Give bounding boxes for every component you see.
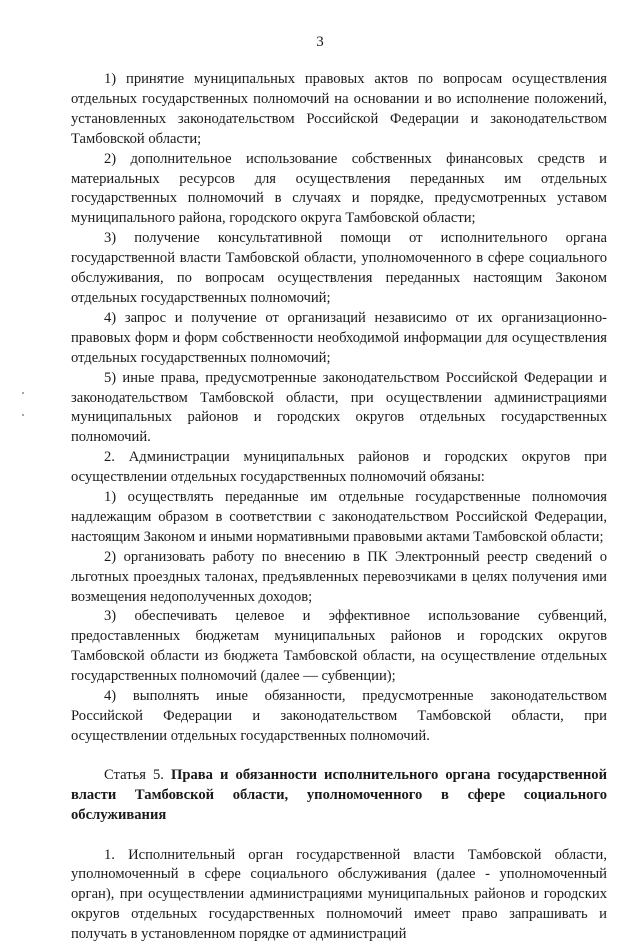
list-item-duty-4: 4) выполнять иные обязанности, предусмотренные законодательством Российской Федерации и законодательством Тамбовской области, при осуществлении отдельных государственных полномочий. xyxy=(71,688,607,744)
article-paragraph-1: 1. Исполнительный орган государственной власти Тамбовской области, уполномоченный в сфере социального обслуживания (далее - уполномоченный орган), при осуществлении администрациями муниципальных районов и городских округов отдельных государственных полномочий имеет право запрашивать и получать в установленном порядке от администраций xyxy=(71,846,607,943)
list-item-right-3: 3) получение консультативной помощи от исполнительного органа государственной власти Тамбовской области, уполномоченного в сфере социального обслуживания, по вопросам осуществления переданных настоящим Законом отдельных государственных полномочий; xyxy=(71,230,607,306)
section-2-intro: 2. Администрации муниципальных районов и городских округов при осуществлении отдельных государственных полномочий обязаны: xyxy=(71,449,607,486)
list-item-duty-1: 1) осуществлять переданные им отдельные государственные полномочия надлежащим образом в соответствии с законодательством Российской Федерации, настоящим Законом и иными нормативными правовыми актами Тамбовской области; xyxy=(71,489,607,545)
article-heading xyxy=(71,766,607,826)
list-item-duty-2: 2) организовать работу по внесению в ПК Электронный реестр сведений о льготных проездных талонах, предъявленных перевозчиками в целях получения ими возмещения недополученных доходов; xyxy=(71,548,607,605)
list-item-right-5: 5) иные права, предусмотренные законодательством Российской Федерации и законодательством Тамбовской области, при осуществлении администрациями муниципальных районов и городских округов отдельных государственных полномочий. xyxy=(71,369,607,446)
list-item-right-2: 2) дополнительное использование собственных финансовых средств и материальных ресурсов для осуществления переданных им отдельных государственных полномочий в случаях и порядке, предусмотренных уставом муниципального района, городского округа Тамбовской области; xyxy=(71,150,607,227)
article-title: Права и обязанности исполнительного органа государственной власти Тамбовской области, уполномоченного в сфере социального обслуживания xyxy=(71,766,607,823)
list-item-right-4: 4) запрос и получение от организаций независимо от их организационно-правовых форм и форм собственности необходимой информации для осуществления отдельных государственных полномочий; xyxy=(71,309,607,366)
list-item-duty-3: 3) обеспечивать целевое и эффективное использование субвенций, предоставленных бюджетам муниципальных районов и городских округов Тамбовской области из бюджета Тамбовской области, на осуществление отдельных государственных полномочий (далее — субвенции); xyxy=(71,608,607,685)
scan-speck xyxy=(22,414,24,416)
article-prefix: Статья 5. xyxy=(104,766,172,783)
scan-speck xyxy=(22,392,24,394)
page-number: 3 xyxy=(316,34,324,50)
document-body xyxy=(71,70,607,945)
list-item-right-1: 1) принятие муниципальных правовых актов по вопросам осуществления отдельных государственных полномочий на основании и во исполнение положений, установленных законодательством Российской Федерации и законодательством Тамбовской области; xyxy=(71,71,607,147)
